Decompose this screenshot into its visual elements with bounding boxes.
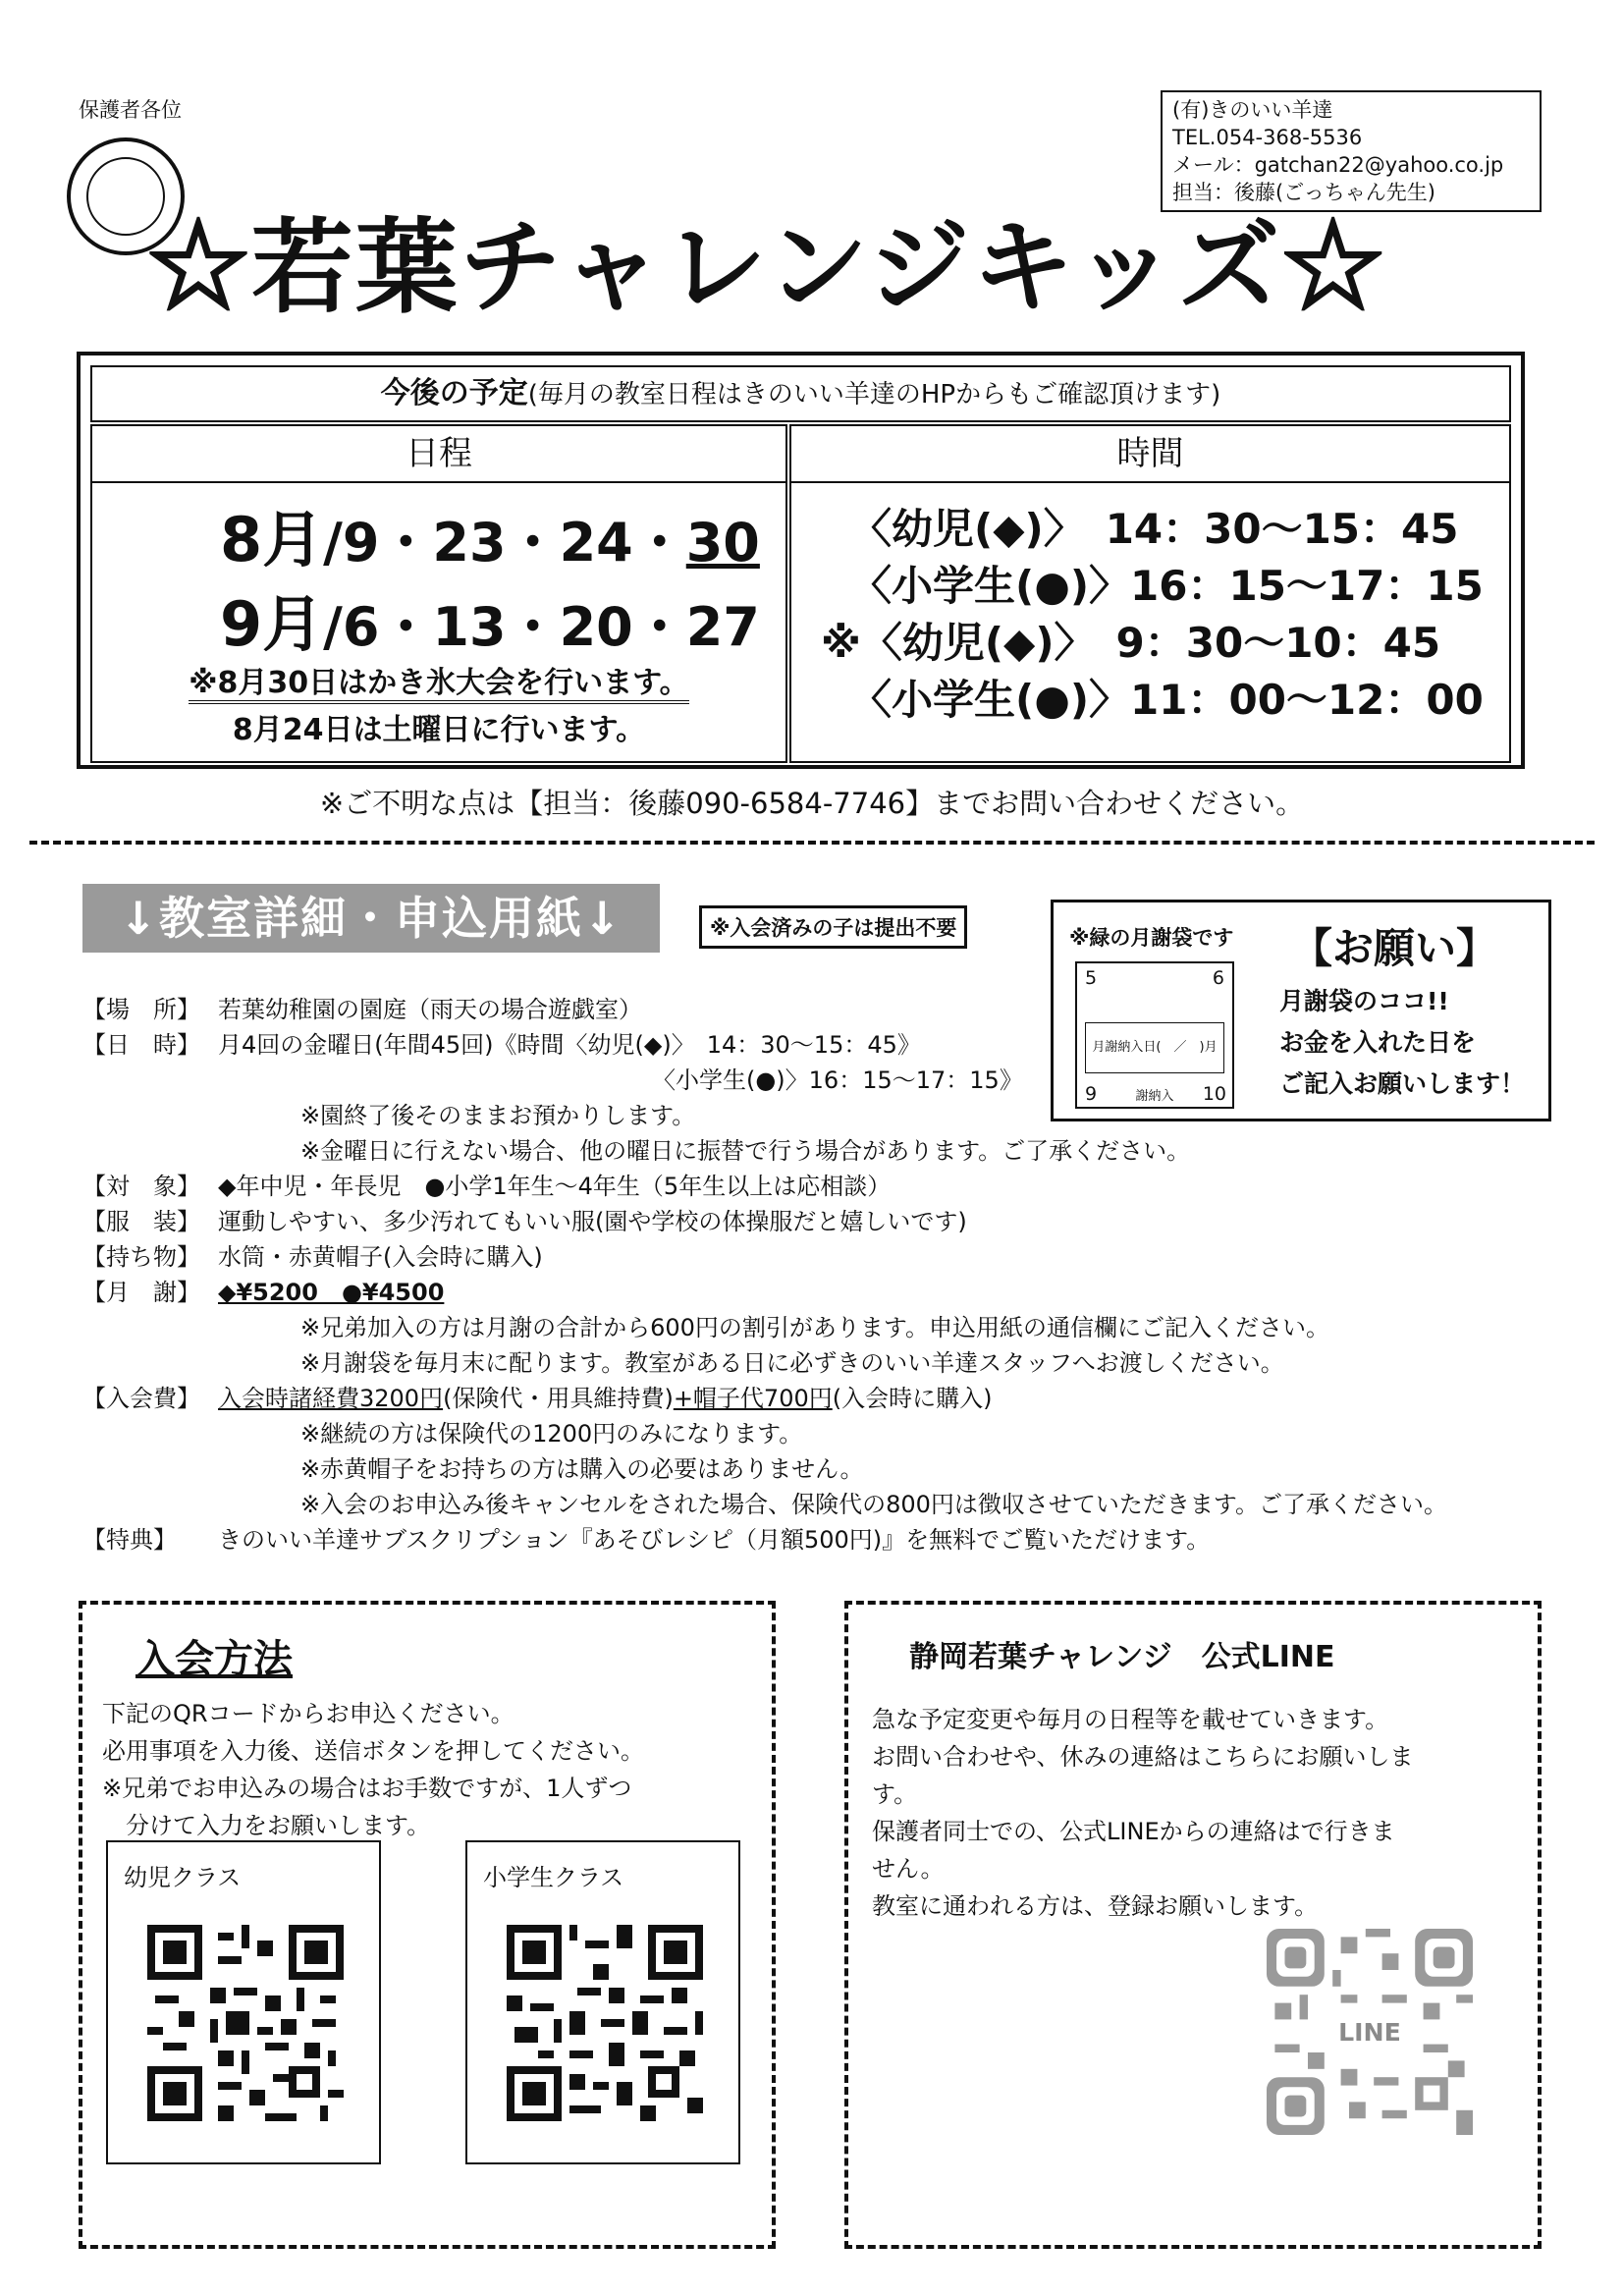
qr-code-infant[interactable] (147, 1925, 344, 2121)
qr-card-infant-label: 幼児クラス (124, 1864, 242, 1891)
detail-bonus: 【特典】 きのいい羊達サブスクリプション『あそびレシピ（月額500円)』を無料でご覧いただけます。 (82, 1526, 1211, 1554)
inquiry-note: ※ご不明な点は【担当：後藤090-6584-7746】までお問い合わせください。 (319, 787, 1305, 820)
page-title: ☆若葉チャレンジキッズ☆ (147, 206, 1386, 327)
detail-place: 【場 所】 若葉幼稚園の園庭（雨天の場合遊戯室） (82, 996, 642, 1023)
schedule-box (77, 352, 1525, 769)
qr-code-elementary[interactable] (507, 1925, 703, 2121)
line-title: 静岡若葉チャレンジ 公式LINE (909, 1640, 1335, 1674)
detail-entry-note-continue: ※継続の方は保険代の1200円のみになります。 (300, 1420, 803, 1448)
schedule-heading-note: (毎月の教室日程はきのいい羊達のHPからもご確認頂けます) (527, 380, 1221, 410)
time-elementary-afternoon: 〈小学生(●)〉16：15～17：15 (850, 562, 1484, 610)
contact-tel: TEL.054-368-5536 (1172, 126, 1363, 149)
line-description: 急な予定変更や毎月の日程等を載せていきます。 お問い合わせや、休みの連絡はこちらにお願いしま す。 保護者同士での、公式LINEからの連絡はで行きま せん。 教室に通われる方は、登録お願いします。 (872, 1706, 1414, 1920)
detail-items: 【持ち物】 水筒・赤黄帽子(入会時に購入) (82, 1243, 543, 1271)
join-title: 入会方法 (135, 1637, 293, 1682)
addressee: 保護者各位 (79, 98, 182, 122)
schedule-note-ice: ※8月30日はかき氷大会を行います。 (92, 658, 785, 701)
detail-entry-note-cancel: ※入会のお申込み後キャンセルをされた場合、保険代の800円は徴収させていただきます。ご了承ください。 (300, 1491, 1447, 1518)
contact-person: 担当：後藤(ごっちゃん先生) (1172, 181, 1435, 204)
pouch-label: ※緑の月謝袋です (1069, 926, 1234, 950)
contact-box (1161, 90, 1542, 212)
detail-entry-fee: 【入会費】 入会時諸経費3200円 (保険代・用具維持費) +帽子代700円 (入会時に購入) (82, 1385, 993, 1412)
schedule-heading (90, 365, 1511, 422)
join-instructions: 下記のQRコードからお申込ください。 必用事項を入力後、送信ボタンを押してください。 ※兄弟でお申込みの場合はお手数ですが、1人ずつ 分けて入力をお願いします。 (102, 1700, 644, 1839)
detail-fee-note-sibling: ※兄弟加入の方は月謝の合計から600円の割引があります。申込用紙の通信欄にご記入ください。 (300, 1314, 1329, 1341)
pouch-illustration: 5 6 月謝納入日( ／ )月謝納入 9 10 (1075, 961, 1234, 1109)
contact-company: (有)きのいい羊達 (1172, 98, 1333, 122)
detail-note-pickup: ※園終了後そのままお預かりします。 (300, 1102, 696, 1129)
august-dates: 8月/9・23・24・30 (220, 504, 760, 575)
details-banner: ↓教室詳細・申込用紙↓ (82, 884, 660, 953)
no-submit-note: ※入会済みの子は提出不要 (699, 905, 967, 949)
schedule-heading-title: 今後の予定 (380, 376, 528, 410)
detail-clothes: 【服 装】 運動しやすい、多少汚れてもいい服(園や学校の体操服だと嬉しいです) (82, 1208, 967, 1235)
official-line-box (844, 1601, 1542, 2249)
dates-column-header: 日程 (92, 426, 785, 483)
qr-card-elementary-label: 小学生クラス (483, 1864, 624, 1891)
september-dates: 9月/6・13・20・27 (220, 588, 760, 660)
detail-datetime-elementary: 〈小学生(●)〉16：15～17：15》 (652, 1066, 1023, 1094)
detail-note-transfer: ※金曜日に行えない場合、他の曜日に振替で行う場合があります。ご了承ください。 (300, 1137, 1191, 1165)
join-method-box (79, 1601, 776, 2249)
qr-card-infant (106, 1840, 381, 2164)
details-list (82, 992, 1555, 1558)
detail-target: 【対 象】 ◆年中児・年長児 ●小学1年生～4年生（5年生以上は応相談） (82, 1173, 892, 1200)
pouch-date-field: 月謝納入日( ／ )月謝納入 (1085, 1022, 1224, 1073)
schedule-note-saturday: 8月24日は土曜日に行います。 (232, 713, 646, 747)
detail-fee-note-pouch: ※月謝袋を毎月末に配ります。教室がある日に必ずきのいい羊達スタッフへお渡しください。 (300, 1349, 1284, 1377)
line-qr-label: LINE (1338, 2018, 1401, 2048)
times-column-header: 時間 (791, 426, 1509, 483)
time-infant-morning: ※〈幼児(◆)〉 9：30～10：45 (821, 619, 1441, 667)
detail-entry-note-hat: ※赤黄帽子をお持ちの方は購入の必要はありません。 (300, 1455, 864, 1483)
time-infant-afternoon: 〈幼児(◆)〉 14：30～15：45 (850, 505, 1459, 553)
detail-datetime: 【日 時】 月4回の金曜日(年間45回)《時間〈幼児(◆)〉 14：30～15：45》 (82, 1031, 921, 1059)
contact-mail: メール：gatchan22@yahoo.co.jp (1172, 153, 1504, 177)
request-text: 月謝袋のココ!! お金を入れた日を ご記入お願いします！ (1279, 987, 1526, 1098)
request-title: 【お願い】 (1291, 924, 1498, 972)
cut-line (29, 841, 1595, 845)
detail-fee: 【月 謝】 ◆¥5200 ●¥4500 (82, 1279, 445, 1306)
dates-column (90, 424, 787, 763)
qr-card-elementary (465, 1840, 740, 2164)
times-column (789, 424, 1511, 763)
line-qr-code[interactable] (1267, 1929, 1473, 2135)
time-elementary-morning: 〈小学生(●)〉11：00～12：00 (850, 676, 1484, 724)
